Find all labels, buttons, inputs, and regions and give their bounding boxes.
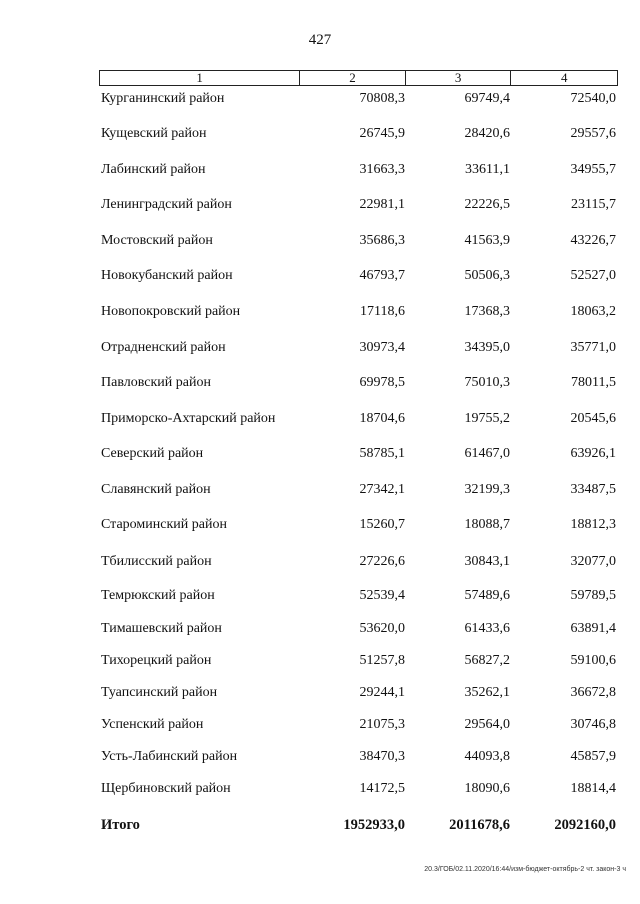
table-row [99,652,618,670]
row-col-3: 50506,3 [464,268,510,283]
row-district-name: Павловский район [101,375,211,390]
row-district-name: Успенский район [101,717,204,732]
table-header [99,70,618,86]
row-col-2: 27226,6 [359,554,405,569]
row-col-2: 17118,6 [360,304,405,319]
row-col-2: 38470,3 [359,749,405,764]
row-district-name: Мостовский район [101,233,213,248]
header-col-3: 3 [406,71,512,85]
row-col-3: 61433,6 [464,621,510,636]
row-col-4: 45857,9 [570,749,616,764]
row-col-3: 57489,6 [464,588,510,603]
row-col-4: 36672,8 [570,685,616,700]
header-col-4: 4 [560,70,568,85]
row-col-4: 43226,7 [570,233,616,248]
row-district-name: Тимашевский район [101,621,222,636]
table-row [99,620,618,638]
row-col-3: 41563,9 [464,233,510,248]
table-row [99,374,618,392]
row-col-4: 72540,0 [570,91,616,106]
row-col-4: 52527,0 [570,268,616,283]
table-row [99,161,618,179]
row-col-4: 23115,7 [571,197,616,212]
row-col-4: 59100,6 [570,653,616,668]
row-col-2: 29244,1 [359,685,405,700]
row-col-2: 26745,9 [359,126,405,141]
row-col-3: 35262,1 [464,685,510,700]
row-col-4: 35771,0 [570,340,616,355]
row-col-3: 56827,2 [464,653,510,668]
row-district-name: Ленинградский район [101,197,232,212]
row-col-3: 30843,1 [464,554,510,569]
row-col-4: 63891,4 [570,621,616,636]
table-row [99,90,618,108]
total-col-4: 2092160,0 [554,817,616,833]
row-col-4: 59789,5 [570,588,616,603]
row-district-name: Отрадненский район [101,340,226,355]
total-col-2: 1952933,0 [343,817,405,833]
row-col-4: 78011,5 [571,375,616,390]
row-col-2: 14172,5 [359,781,405,796]
row-col-3: 33611,1 [465,162,510,177]
row-col-2: 46793,7 [359,268,405,283]
row-col-4: 33487,5 [570,482,616,497]
row-col-3: 18088,7 [464,517,510,532]
row-col-2: 21075,3 [359,717,405,732]
row-col-2: 35686,3 [359,233,405,248]
header-col-2: 2 [300,71,406,85]
table-row [99,445,618,463]
row-col-2: 51257,8 [359,653,405,668]
row-col-4: 30746,8 [570,717,616,732]
total-row [99,816,618,834]
row-district-name: Кущевский район [101,126,207,141]
row-col-2: 27342,1 [359,482,405,497]
row-col-3: 22226,5 [464,197,510,212]
row-district-name: Курганинский район [101,91,225,106]
row-col-3: 44093,8 [464,749,510,764]
row-col-3: 29564,0 [464,717,510,732]
row-col-2: 31663,3 [359,162,405,177]
table-row [99,303,618,321]
row-district-name: Щербиновский район [101,781,231,796]
table-row [99,748,618,766]
page-number: 427 [308,32,332,48]
row-district-name: Славянский район [101,482,211,497]
table-row [99,196,618,214]
row-col-3: 19755,2 [464,411,510,426]
table-row [99,267,618,285]
row-col-3: 34395,0 [464,340,510,355]
row-district-name: Усть-Лабинский район [101,749,238,764]
row-col-4: 18063,2 [570,304,616,319]
row-col-3: 18090,6 [464,781,510,796]
table-row [99,780,618,798]
row-district-name: Приморско-Ахтарский район [101,411,276,426]
footer-stamp: 20.3/ГОБ/02.11.2020/16:44/изм-бюджет-октябрь-2 чт. закон-3 ч [424,866,626,873]
table-row [99,684,618,702]
row-col-2: 52539,4 [359,588,405,603]
row-col-4: 20545,6 [570,411,616,426]
table-row [99,516,618,534]
table-row [99,339,618,357]
row-col-2: 18704,6 [359,411,405,426]
row-district-name: Темрюкский район [101,588,215,603]
total-label: Итого [101,817,140,833]
row-col-3: 28420,6 [464,126,510,141]
row-col-2: 15260,7 [359,517,405,532]
row-col-2: 70808,3 [359,91,405,106]
row-col-4: 18814,4 [570,781,616,796]
total-col-3: 2011678,6 [449,817,510,833]
header-col-1: 1 [100,71,300,85]
row-district-name: Новокубанский район [101,268,233,283]
row-col-2: 30973,4 [359,340,405,355]
row-col-2: 69978,5 [359,375,405,390]
row-district-name: Тихорецкий район [101,653,212,668]
row-district-name: Туапсинский район [101,685,218,700]
row-col-2: 22981,1 [359,197,405,212]
row-district-name: Северский район [101,446,204,461]
row-district-name: Тбилисский район [101,554,212,569]
row-col-3: 32199,3 [464,482,510,497]
table-row [99,410,618,428]
row-district-name: Лабинский район [101,162,206,177]
table-row [99,587,618,605]
row-col-4: 29557,6 [570,126,616,141]
row-col-4: 32077,0 [570,554,616,569]
table-row [99,232,618,250]
row-col-2: 58785,1 [359,446,405,461]
table-row [99,481,618,499]
row-col-4: 34955,7 [570,162,616,177]
row-col-3: 75010,3 [464,375,510,390]
row-district-name: Новопокровский район [101,304,241,319]
row-col-2: 53620,0 [359,621,405,636]
row-col-4: 18812,3 [570,517,616,532]
table-row [99,553,618,571]
table-row [99,125,618,143]
row-col-3: 69749,4 [464,91,510,106]
table-row [99,716,618,734]
row-district-name: Староминский район [101,517,227,532]
row-col-3: 61467,0 [464,446,510,461]
row-col-3: 17368,3 [464,304,510,319]
row-col-4: 63926,1 [570,446,616,461]
